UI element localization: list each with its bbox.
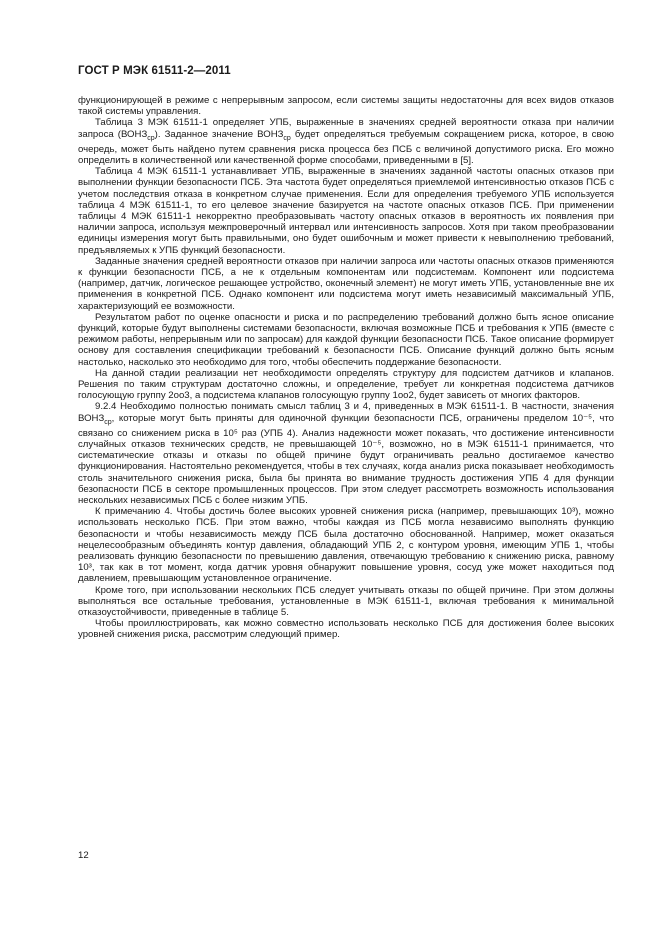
paragraph: К примечанию 4. Чтобы достичь более высоких уровней снижения риска (например, превышающих 10³), можно использовать несколько ПСБ. При этом важно, чтобы каждая из ПСБ могла независимо выполнять функцию безопасности и чтобы независимость между ПСБ была достаточно обоснованной. Например, может оказаться нецелесообразным объединять контур давления, обладающий УПБ 2, с контуром уровня, имеющим УПБ 1, чтобы реализовать функцию безопасности по превышению давления, отвечающую требованию к снижению риска, равному 10³, так как в тот момент, когда датчик уровня обнаружит повышение уровня, сосуд уже может находиться под давлением, превышающим установленное ограничение. — [78, 506, 614, 585]
paragraph: Таблица 4 МЭК 61511-1 устанавливает УПБ, выраженные в значениях заданной частоты опасных отказов при выполнении функции безопасности ПСБ. Эта частота будет определяться приемлемой интенсивностью отказов ПСБ с учетом последствия отказа в конкретном случае применения. Если для определения требуемого УПБ используется таблица 4 МЭК 61511-1, то его целевое значение базируется на частоте опасных отказов ПСБ. При применении таблицы 4 МЭК 61511-1 некорректно преобразовывать частоту опасных отказов в вероятность их появления при наличии запроса, используя межпроверочный интервал или интенсивность запросов. Хотя при таком преобразовании единицы измерения могут быть правильными, оно будет ошибочным и может привести к невыполнению требований, предъявляемых к УПБ функций безопасности. — [78, 166, 614, 256]
document-header: ГОСТ Р МЭК 61511-2—2011 — [78, 65, 231, 77]
paragraph: На данной стадии реализации нет необходимости определять структуру для подсистем датчиков и клапанов. Решения по таким структурам достаточно сложны, и определение, требует ли конкретная подсистема датчиков голосующую группу 2oo3, а подсистема клапанов голосующую группу 1oo2, будет зависеть от многих факторов. — [78, 367, 614, 402]
paragraph: Таблица 3 МЭК 61511-1 определяет УПБ, выраженные в значениях средней вероятности отказа при наличии запроса $(ВОНЗ_{ср})$. Заданное значение $ВОНЗ_{ср}$ будет определяться требуемым сокращением риска, которое, в свою очередь, может быть найдено путем сравнения риска процесса без ПСБ с величиной допустимого риска. Его можно определить в количественной или качественной форме способами, приведенными в [5]. — [78, 117, 614, 166]
page-number: 12 — [78, 850, 89, 861]
paragraph: 9.2.4 Необходимо полностью понимать смысл таблиц 3 и 4, приведенных в МЭК 61511-1. В частности, значения $ВОНЗ_{ср}$, которые могут быть приняты для одиночной функции безопасности ПСБ, ограничены пределом 10⁻⁵, что связано со снижением риска в 10⁵ раз (УПБ 4). Анализ надежности может показать, что достижение интенсивности случайных отказов технических средств, не превышающей 10⁻⁵, возможно, но в МЭК 61511-1 принимается, что систематические отказы и отказы по общей причине будут ограничивать реально достигаемое качество функционирования. Настоятельно рекомендуется, чтобы в тех случаях, когда анализ риска показывает необходимость столь значительного снижения риска, была бы принята во внимание трудность достижения УПБ 4 для функции безопасности ПСБ в секторе промышленных процессов. При этом следует рассмотреть возможность использования нескольких независимых ПСБ с более низким УПБ. — [78, 401, 614, 506]
document-body — [78, 95, 614, 641]
paragraph: Чтобы проиллюстрировать, как можно совместно использовать несколько ПСБ для достижения более высоких уровней снижения риска, рассмотрим следующий пример. — [78, 618, 614, 641]
paragraph: Кроме того, при использовании нескольких ПСБ следует учитывать отказы по общей причине. При этом должны выполняться все остальные требования, установленные в МЭК 61511-1, включая требования к минимальной отказоустойчивости, приведенные в таблице 5. — [78, 584, 614, 618]
paragraph: функционирующей в режиме с непрерывным запросом, если системы защиты недостаточны для всех видов отказов такой системы управления. — [78, 95, 614, 118]
paragraph: Результатом работ по оценке опасности и риска и по распределению требований должно быть ясное описание функций, которые будут выполнены системами безопасности, включая возможные ПСБ и требования к УПБ (вместе с режимом работы, непрерывным или по запросам) для каждой функции безопасности ПСБ. Такое описание формирует основу для составления спецификации требований к безопасности ПСБ. Описание функций должно быть ясным настолько, насколько это необходимо для того, чтобы обеспечить поддержание безопасности. — [78, 311, 614, 368]
paragraph: Заданные значения средней вероятности отказов при наличии запроса или частоты опасных отказов применяются к функции безопасности ПСБ, а не к отдельным компонентам или подсистемам. Компонент или подсистема (например, датчик, логическое решающее устройство, оконечный элемент) не могут иметь УПБ, установленные вне их применения в конкретной ПСБ. Однако компонент или подсистема могут иметь независимый максимальный УПБ, характеризующий ее возможности. — [78, 255, 614, 312]
